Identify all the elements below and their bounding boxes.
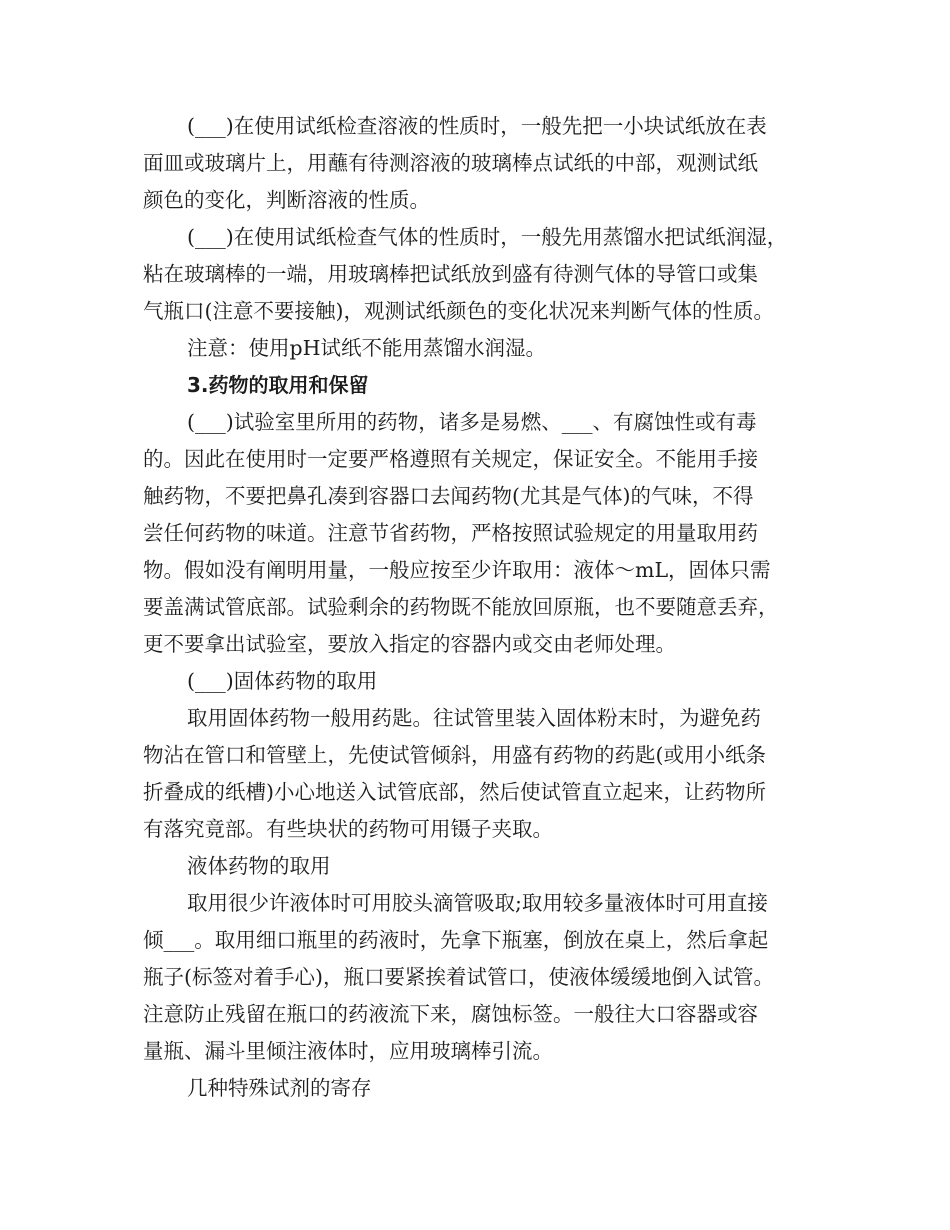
text-line: 折叠成的纸槽)小心地送入试管底部，然后使试管直立起来，让药物所 <box>143 780 766 804</box>
text-line: 触药物，不要把鼻孔凑到容器口去闻药物(尤其是气体)的气味，不得 <box>143 484 754 508</box>
paragraph-note-ph <box>143 330 815 367</box>
section-heading <box>143 367 815 404</box>
text-line: (___)固体药物的取用 <box>187 669 378 693</box>
text-line: 有落究竟部。有些块状的药物可用镊子夹取。 <box>143 817 553 841</box>
text-line: 瓶子(标签对着手心)，瓶口要紧挨着试管口，使液体缓缓地倒入试管。 <box>143 965 774 989</box>
text-line: 面皿或玻璃片上，用蘸有待测溶液的玻璃棒点试纸的中部，观测试纸 <box>143 151 758 175</box>
text-line: 量瓶、漏斗里倾注液体时，应用玻璃棒引流。 <box>143 1039 553 1063</box>
text-line: 尝任何药物的味道。注意节省药物，严格按照试验规定的用量取用药 <box>143 521 758 545</box>
text-line: 要盖满试管底部。试验剩余的药物既不能放回原瓶，也不要随意丢弃， <box>143 595 779 619</box>
text-line: 气瓶口(注意不要接触)，观测试纸颜色的变化状况来判断气体的性质。 <box>143 299 774 323</box>
text-line: 更不要拿出试验室，要放入指定的容器内或交由老师处理。 <box>143 632 676 656</box>
text-line: (___)在使用试纸检查溶液的性质时，一般先把一小块试纸放在表 <box>187 114 767 138</box>
subheading-special-reagents <box>143 1070 815 1107</box>
paragraph-solid-drugs <box>143 700 815 848</box>
text-line: 物沾在管口和管壁上，先使试管倾斜，用盛有药物的药匙(或用小纸条 <box>143 743 766 767</box>
text-line: 液体药物的取用 <box>187 854 331 878</box>
paragraph-drug-safety <box>143 404 815 663</box>
paragraph-test-paper-solution <box>143 108 815 219</box>
document-body <box>143 108 815 1107</box>
text-line: 物。假如没有阐明用量，一般应按至少许取用：液体～mL，固体只需 <box>143 558 771 582</box>
text-line: (___)在使用试纸检查气体的性质时，一般先用蒸馏水把试纸润湿， <box>187 225 788 249</box>
subheading-solid-drugs <box>143 663 815 700</box>
text-line: 注意：使用pH试纸不能用蒸馏水润湿。 <box>187 336 546 360</box>
text-line: (___)试验室里所用的药物，诸多是易燃、___、有腐蚀性或有毒 <box>187 410 757 434</box>
text-line: 几种特殊试剂的寄存 <box>187 1076 372 1100</box>
text-line: 颜色的变化，判断溶液的性质。 <box>143 188 430 212</box>
text-line: 取用很少许液体时可用胶头滴管吸取;取用较多量液体时可用直接 <box>187 891 768 915</box>
paragraph-test-paper-gas <box>143 219 815 330</box>
text-line: 粘在玻璃棒的一端，用玻璃棒把试纸放到盛有待测气体的导管口或集 <box>143 262 758 286</box>
text-line: 倾___。取用细口瓶里的药液时，先拿下瓶塞，倒放在桌上，然后拿起 <box>143 928 769 952</box>
text-line: 注意防止残留在瓶口的药液流下来，腐蚀标签。一般往大口容器或容 <box>143 1002 758 1026</box>
text-line: 的。因此在使用时一定要严格遵照有关规定，保证安全。不能用手接 <box>143 447 758 471</box>
section-heading-text: 3.药物的取用和保留 <box>187 373 369 397</box>
paragraph-liquid-drugs <box>143 885 815 1070</box>
text-line: 取用固体药物一般用药匙。往试管里装入固体粉末时，为避免药 <box>187 706 761 730</box>
subheading-liquid-drugs <box>143 848 815 885</box>
